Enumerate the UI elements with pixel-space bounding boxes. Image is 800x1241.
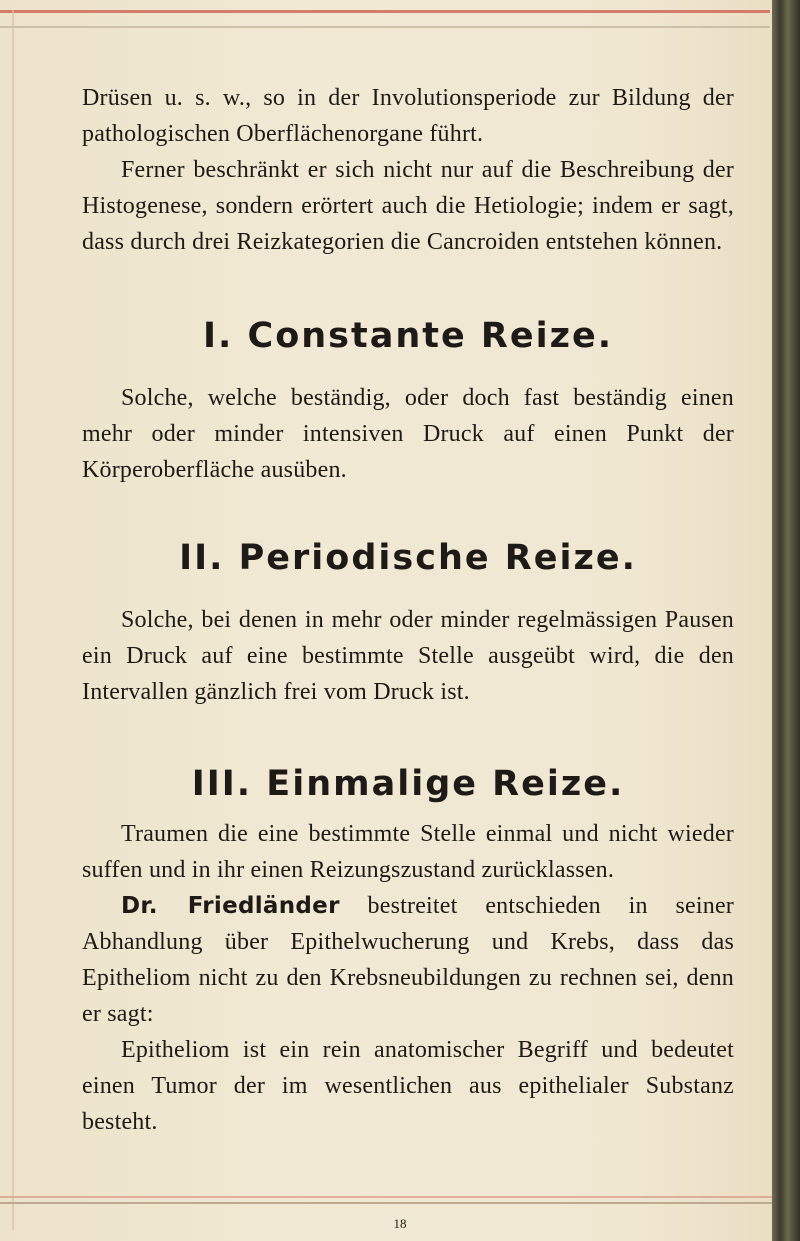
paragraph-4: Solche, bei denen in mehr oder minder regelmässigen Pausen ein Druck auf eine bestimmte Stelle ausgeübt wird, die den Intervallen gänzlich frei vom Druck ist. [82, 607, 734, 705]
paragraph-7: Epitheliom ist ein rein anatomischer Begriff und bedeutet einen Tumor der im wesentlichen aus epithelialer Substanz besteht. [82, 1037, 734, 1135]
heading-einmalige-reize: III. Einmalige Reize. [191, 764, 625, 804]
paragraph-6 [82, 888, 734, 1032]
bottom-red-rule [0, 1196, 778, 1198]
bottom-rule [0, 1202, 778, 1204]
paragraph-6-text: bestreitet entschieden in seiner Abhandlung über Epithelwucherung und Krebs, dass das Epitheliom nicht zu den Krebsneubildungen zu rechnen sei, denn er sagt: [82, 893, 734, 1027]
book-spine [772, 0, 800, 1241]
left-margin-rule [12, 10, 14, 1230]
page-number: 18 [393, 1216, 407, 1231]
top-rule [0, 26, 770, 28]
heading-constante-reize: I. Constante Reize. [203, 316, 613, 356]
author-name: Dr. Friedländer [121, 893, 340, 919]
page-text [82, 80, 734, 1140]
paragraph-2: Ferner beschränkt er sich nicht nur auf die Beschreibung der Histogenese, sondern erörtert auch die Hetiologie; indem er sagt, dass durch drei Reizkategorien die Cancroiden entstehen können. [82, 157, 734, 255]
paragraph-5: Traumen die eine bestimmte Stelle einmal und nicht wieder suffen und in ihr einen Reizungszustand zurücklassen. [82, 821, 734, 883]
top-red-rule [0, 10, 770, 13]
paragraph-1: Drüsen u. s. w., so in der Involutionsperiode zur Bildung der pathologischen Oberflächenorgane führt. [82, 85, 734, 147]
paragraph-3: Solche, welche beständig, oder doch fast beständig einen mehr oder minder intensiven Druck auf einen Punkt der Körperoberfläche ausüben. [82, 385, 734, 483]
heading-periodische-reize: II. Periodische Reize. [179, 538, 637, 578]
